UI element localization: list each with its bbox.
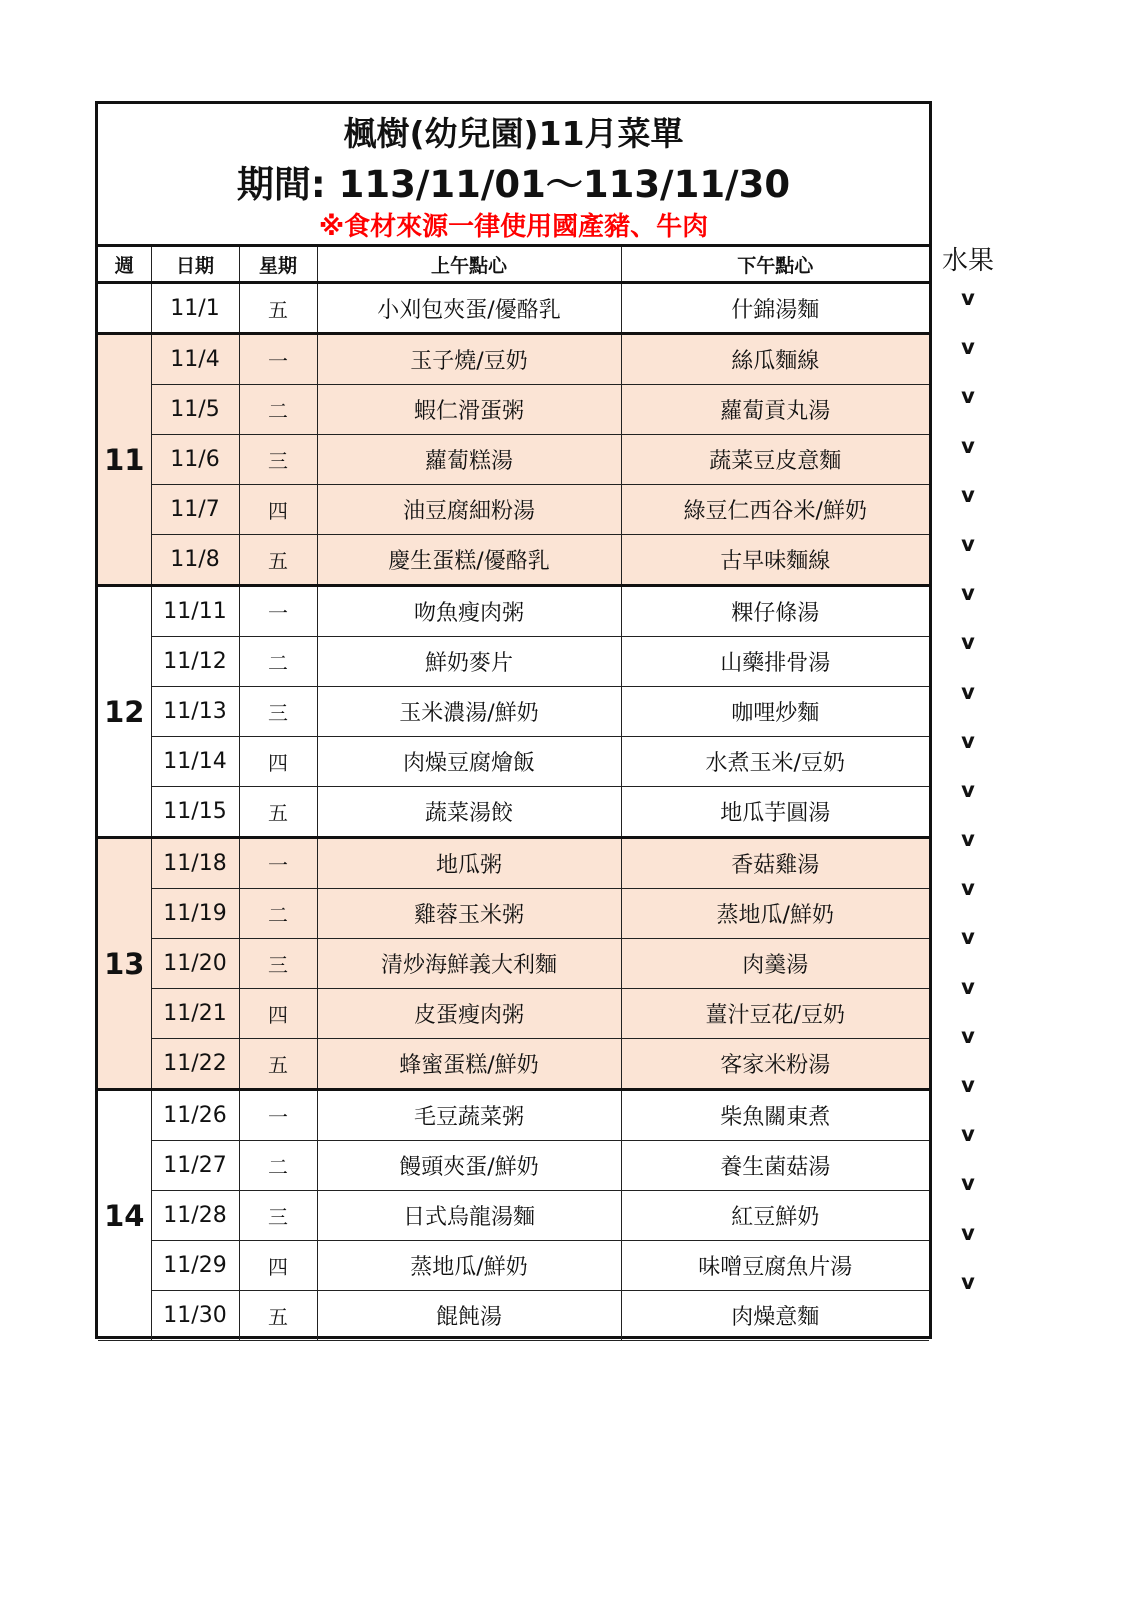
date-cell: 11/29 (151, 1241, 239, 1291)
fruit-check: v (961, 728, 975, 753)
morning-snack-cell: 毛豆蔬菜粥 (317, 1090, 621, 1141)
header-fruit: 水果 (941, 246, 994, 276)
afternoon-snack-cell: 蒸地瓜/鮮奶 (621, 889, 929, 939)
afternoon-snack-cell: 蔬菜豆皮意麵 (621, 435, 929, 485)
weekday-cell: 五 (239, 283, 317, 334)
menu-frame (95, 101, 932, 1339)
menu-row (98, 385, 929, 435)
morning-snack-cell: 鮮奶麥片 (317, 637, 621, 687)
menu-row (98, 687, 929, 737)
menu-row (98, 737, 929, 787)
weekday-cell: 一 (239, 586, 317, 637)
menu-row (98, 334, 929, 385)
fruit-check: v (961, 286, 975, 310)
date-cell: 11/27 (151, 1141, 239, 1191)
week-number: 14 (98, 1090, 151, 1341)
date-cell: 11/26 (151, 1090, 239, 1141)
header-date: 日期 (151, 246, 239, 283)
menu-row (98, 586, 929, 637)
morning-snack-cell: 蔬菜湯餃 (317, 787, 621, 838)
date-cell: 11/20 (151, 939, 239, 989)
header-week: 週 (98, 246, 151, 283)
morning-snack-cell: 日式烏龍湯麵 (317, 1191, 621, 1241)
menu-row (98, 283, 929, 334)
ingredient-note: ※食材來源一律使用國產豬、牛肉 (318, 212, 709, 242)
morning-snack-cell: 蘿蔔糕湯 (317, 435, 621, 485)
afternoon-snack-cell: 山藥排骨湯 (621, 637, 929, 687)
menu-row (98, 1039, 929, 1090)
afternoon-snack-cell: 古早味麵線 (621, 535, 929, 586)
menu-row (98, 535, 929, 586)
fruit-check: v (961, 1023, 975, 1048)
menu-body (98, 283, 929, 1341)
afternoon-snack-cell: 薑汁豆花/豆奶 (621, 989, 929, 1039)
date-cell: 11/12 (151, 637, 239, 687)
afternoon-snack-cell: 咖哩炒麵 (621, 687, 929, 737)
fruit-check: v (961, 482, 975, 507)
header-row (98, 246, 929, 283)
morning-snack-cell: 玉子燒/豆奶 (317, 334, 621, 385)
date-cell: 11/11 (151, 586, 239, 637)
fruit-check: v (961, 531, 975, 556)
fruit-check: v (961, 1220, 975, 1245)
date-cell: 11/5 (151, 385, 239, 435)
morning-snack-cell: 玉米濃湯/鮮奶 (317, 687, 621, 737)
afternoon-snack-cell: 肉羹湯 (621, 939, 929, 989)
fruit-column (935, 274, 1001, 1307)
morning-snack-cell: 饅頭夾蛋/鮮奶 (317, 1141, 621, 1191)
date-cell: 11/4 (151, 334, 239, 385)
morning-snack-cell: 慶生蛋糕/優酪乳 (317, 535, 621, 586)
menu-row (98, 1141, 929, 1191)
menu-row (98, 939, 929, 989)
afternoon-snack-cell: 肉燥意麵 (621, 1291, 929, 1341)
date-cell: 11/21 (151, 989, 239, 1039)
date-cell: 11/28 (151, 1191, 239, 1241)
fruit-check: v (961, 335, 975, 360)
week-number: 13 (98, 838, 151, 1090)
date-cell: 11/19 (151, 889, 239, 939)
menu-row (98, 1191, 929, 1241)
menu-title: 楓樹(幼兒園)11月菜單 (343, 114, 684, 153)
menu-row (98, 1241, 929, 1291)
afternoon-snack-cell: 粿仔條湯 (621, 586, 929, 637)
weekday-cell: 一 (239, 334, 317, 385)
menu-row (98, 1090, 929, 1141)
menu-row (98, 838, 929, 889)
fruit-check: v (961, 876, 975, 901)
date-cell: 11/13 (151, 687, 239, 737)
weekday-cell: 四 (239, 1241, 317, 1291)
morning-snack-cell: 肉燥豆腐燴飯 (317, 737, 621, 787)
header-morning-snack: 上午點心 (317, 246, 621, 283)
morning-snack-cell: 地瓜粥 (317, 838, 621, 889)
weekday-cell: 三 (239, 939, 317, 989)
fruit-check: v (961, 777, 975, 802)
weekday-cell: 四 (239, 989, 317, 1039)
weekday-cell: 五 (239, 535, 317, 586)
weekday-cell: 五 (239, 1291, 317, 1341)
morning-snack-cell: 蜂蜜蛋糕/鮮奶 (317, 1039, 621, 1090)
menu-row (98, 1291, 929, 1341)
weekday-cell: 二 (239, 385, 317, 435)
afternoon-snack-cell: 紅豆鮮奶 (621, 1191, 929, 1241)
week-number: 12 (98, 586, 151, 838)
morning-snack-cell: 皮蛋瘦肉粥 (317, 989, 621, 1039)
header-weekday: 星期 (239, 246, 317, 283)
afternoon-snack-cell: 地瓜芋圓湯 (621, 787, 929, 838)
fruit-check: v (961, 974, 975, 999)
fruit-check: v (961, 1122, 975, 1147)
date-cell: 11/8 (151, 535, 239, 586)
morning-snack-cell: 餛飩湯 (317, 1291, 621, 1341)
menu-table (98, 244, 929, 1341)
afternoon-snack-cell: 養生菌菇湯 (621, 1141, 929, 1191)
fruit-check: v (961, 1171, 975, 1196)
weekday-cell: 三 (239, 1191, 317, 1241)
date-cell: 11/7 (151, 485, 239, 535)
fruit-check: v (961, 827, 975, 852)
afternoon-snack-cell: 味噌豆腐魚片湯 (621, 1241, 929, 1291)
date-cell: 11/15 (151, 787, 239, 838)
date-cell: 11/18 (151, 838, 239, 889)
week-number (98, 283, 151, 334)
date-cell: 11/22 (151, 1039, 239, 1090)
menu-row (98, 989, 929, 1039)
menu-row (98, 637, 929, 687)
date-cell: 11/6 (151, 435, 239, 485)
afternoon-snack-cell: 客家米粉湯 (621, 1039, 929, 1090)
weekday-cell: 一 (239, 1090, 317, 1141)
weekday-cell: 四 (239, 737, 317, 787)
morning-snack-cell: 清炒海鮮義大利麵 (317, 939, 621, 989)
weekday-cell: 二 (239, 637, 317, 687)
afternoon-snack-cell: 水煮玉米/豆奶 (621, 737, 929, 787)
menu-row (98, 485, 929, 535)
menu-row (98, 435, 929, 485)
weekday-cell: 五 (239, 1039, 317, 1090)
fruit-check: v (961, 925, 975, 950)
fruit-check: v (961, 679, 975, 704)
fruit-check: v (961, 1073, 975, 1097)
afternoon-snack-cell: 蘿蔔貢丸湯 (621, 385, 929, 435)
title-block (98, 104, 929, 244)
weekday-cell: 二 (239, 889, 317, 939)
fruit-check: v (961, 433, 975, 458)
afternoon-snack-cell: 綠豆仁西谷米/鮮奶 (621, 485, 929, 535)
morning-snack-cell: 雞蓉玉米粥 (317, 889, 621, 939)
date-cell: 11/1 (151, 283, 239, 334)
afternoon-snack-cell: 絲瓜麵線 (621, 334, 929, 385)
fruit-check: v (961, 581, 975, 606)
fruit-check: v (961, 384, 975, 409)
week-number: 11 (98, 334, 151, 586)
date-cell: 11/14 (151, 737, 239, 787)
weekday-cell: 一 (239, 838, 317, 889)
weekday-cell: 四 (239, 485, 317, 535)
header-afternoon-snack: 下午點心 (621, 246, 929, 283)
weekday-cell: 五 (239, 787, 317, 838)
afternoon-snack-cell: 什錦湯麵 (621, 283, 929, 334)
afternoon-snack-cell: 香菇雞湯 (621, 838, 929, 889)
morning-snack-cell: 吻魚瘦肉粥 (317, 586, 621, 637)
weekday-cell: 三 (239, 687, 317, 737)
fruit-check: v (961, 630, 975, 655)
weekday-cell: 二 (239, 1141, 317, 1191)
weekday-cell: 三 (239, 435, 317, 485)
morning-snack-cell: 小刈包夾蛋/優酪乳 (317, 283, 621, 334)
menu-row (98, 889, 929, 939)
morning-snack-cell: 油豆腐細粉湯 (317, 485, 621, 535)
morning-snack-cell: 蝦仁滑蛋粥 (317, 385, 621, 435)
afternoon-snack-cell: 柴魚關東煮 (621, 1090, 929, 1141)
morning-snack-cell: 蒸地瓜/鮮奶 (317, 1241, 621, 1291)
menu-row (98, 787, 929, 838)
menu-period: 期間: 113/11/01～113/11/30 (236, 163, 791, 206)
fruit-check: v (961, 1269, 975, 1294)
date-cell: 11/30 (151, 1291, 239, 1341)
